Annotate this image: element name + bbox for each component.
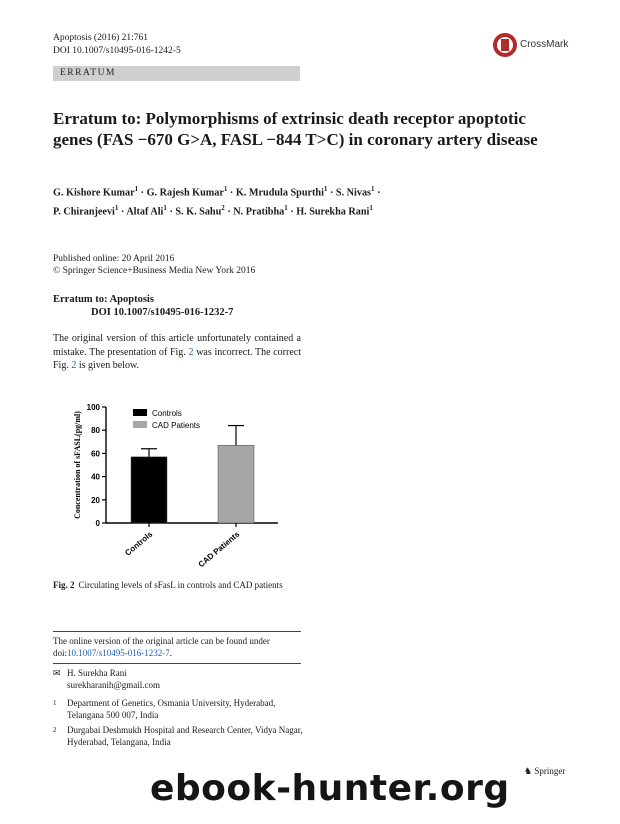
author-name: S. Nivas — [335, 187, 372, 199]
contact-divider — [53, 663, 301, 664]
x-tick-label: Controls — [123, 529, 155, 558]
copyright: © Springer Science+Business Media New York 2016 — [53, 266, 256, 276]
legend-swatch — [133, 409, 147, 416]
author-affiliation-mark: 1 — [223, 185, 228, 193]
watermark: ebook-hunter.org — [150, 768, 510, 809]
affiliation-2 — [53, 725, 303, 748]
springer-icon: ♞ — [524, 766, 533, 776]
caption-text: Circulating levels of sFasL in controls and CAD patients — [78, 580, 283, 590]
bar-controls — [131, 457, 167, 523]
article-title: Erratum to: Polymorphisms of extrinsic death receptor apoptotic genes (FAS −670 G>A, FASL −844 T>C) in coronary artery disease — [53, 109, 538, 149]
y-tick-label: 80 — [91, 426, 100, 436]
body-text-3: is given below. — [76, 360, 140, 371]
author-affiliation-mark: 2 — [221, 203, 225, 212]
author-name: N. Pratibha — [233, 206, 285, 218]
author-affiliation-mark: 1 — [369, 203, 373, 212]
author-list: G. Kishore Kumar$^1$ · G. Rajesh Kumar$^1$ · K. Mrudula Spurthi$^1$ · S. Nivas$^1$ · P. Chiranjeevi$^1$ · Altaf Ali$^1$ · S. K. Sahu$^2$ · N. Pratibha$^1$ · H. Surekha Rani$^1$ — [53, 185, 381, 218]
contact-name: H. Surekha Rani — [67, 668, 127, 678]
article-type-banner — [53, 66, 300, 81]
y-tick-label: 100 — [86, 403, 100, 412]
figure-caption — [53, 580, 283, 590]
author-affiliation-mark: 1 — [371, 185, 375, 193]
author-name: Altaf Ali — [126, 206, 164, 218]
published-date: Published online: 20 April 2016 — [53, 254, 175, 264]
author-affiliation-mark: 1 — [284, 203, 288, 212]
y-axis-label: Concentration of sFASL(pg/ml) — [73, 411, 82, 519]
erratum-doi: DOI 10.1007/s10495-016-1232-7 — [91, 306, 234, 318]
publication-info — [53, 253, 255, 277]
publisher-name: Springer — [534, 766, 566, 776]
affiliation-number: 1 — [53, 699, 57, 707]
author-affiliation-mark: 1 — [114, 203, 119, 212]
doi-link[interactable]: 10.1007/s10495-016-1232-7 — [67, 647, 170, 658]
footnote-divider — [53, 631, 301, 632]
legend-label: Controls — [152, 409, 182, 418]
author-name: S. K. Sahu — [175, 206, 222, 218]
y-tick-label: 0 — [95, 519, 100, 528]
article-type: ERRATUM — [60, 68, 116, 78]
affiliation-1 — [53, 698, 303, 721]
envelope-icon: ✉ — [53, 668, 61, 678]
erratum-body — [53, 332, 301, 373]
legend-label: CAD Patients — [152, 421, 201, 430]
author-name: K. Mrudula Spurthi — [235, 187, 324, 199]
crossmark-label: CrossMark — [520, 39, 569, 50]
affiliation-number: 2 — [53, 726, 57, 734]
erratum-journal: Erratum to: Apoptosis — [53, 294, 154, 305]
legend-swatch — [133, 421, 147, 428]
author-name: P. Chiranjeevi — [53, 206, 115, 218]
author-affiliation-mark: 1 — [163, 203, 167, 212]
publisher-logo — [524, 766, 565, 777]
author-affiliation-mark: 1 — [134, 185, 139, 193]
corresponding-author — [53, 668, 160, 691]
author-name: G. Kishore Kumar — [53, 187, 135, 199]
affiliation-text: Durgabai Deshmukh Hospital and Research Center, Vidya Nagar, Hyderabad, Telangana, India — [67, 725, 303, 747]
body-text-1: The original version of this article unfortunately contained a mistake. The presentation of Fig. — [53, 333, 301, 358]
article-doi: DOI 10.1007/s10495-016-1242-5 — [53, 45, 181, 56]
bar-cad-patients — [218, 445, 254, 523]
affiliation-text: Department of Genetics, Osmania University, Hyderabad, Telangana 500 007, India — [67, 698, 276, 720]
body-text-2: was incorrect. The correct Fig. — [53, 346, 301, 371]
x-tick-label: CAD Patients — [196, 529, 242, 570]
figure-link[interactable]: 2 — [71, 360, 77, 371]
author-affiliation-mark: 1 — [323, 185, 328, 193]
y-tick-label: 40 — [91, 472, 100, 482]
author-name: H. Surekha Rani — [296, 206, 370, 218]
journal-volume: Apoptosis (2016) 21:761 — [53, 33, 148, 43]
journal-citation — [53, 32, 181, 57]
footnote-text: The online version of the original article can be found under doi: — [53, 636, 270, 658]
y-tick-label: 60 — [91, 449, 100, 459]
contact-email[interactable]: surekharanih@gmail.com — [67, 679, 161, 690]
figure-link[interactable]: 2 — [188, 346, 194, 358]
figure-label: Fig. 2 — [53, 580, 75, 590]
crossmark-badge[interactable] — [492, 30, 572, 60]
crossmark-icon — [492, 30, 518, 60]
y-tick-label: 20 — [91, 495, 100, 505]
footnote-end: . — [169, 647, 173, 658]
bar-chart — [53, 395, 313, 585]
erratum-heading — [53, 294, 233, 319]
online-version-note — [53, 636, 301, 659]
author-name: G. Rajesh Kumar — [146, 187, 224, 199]
